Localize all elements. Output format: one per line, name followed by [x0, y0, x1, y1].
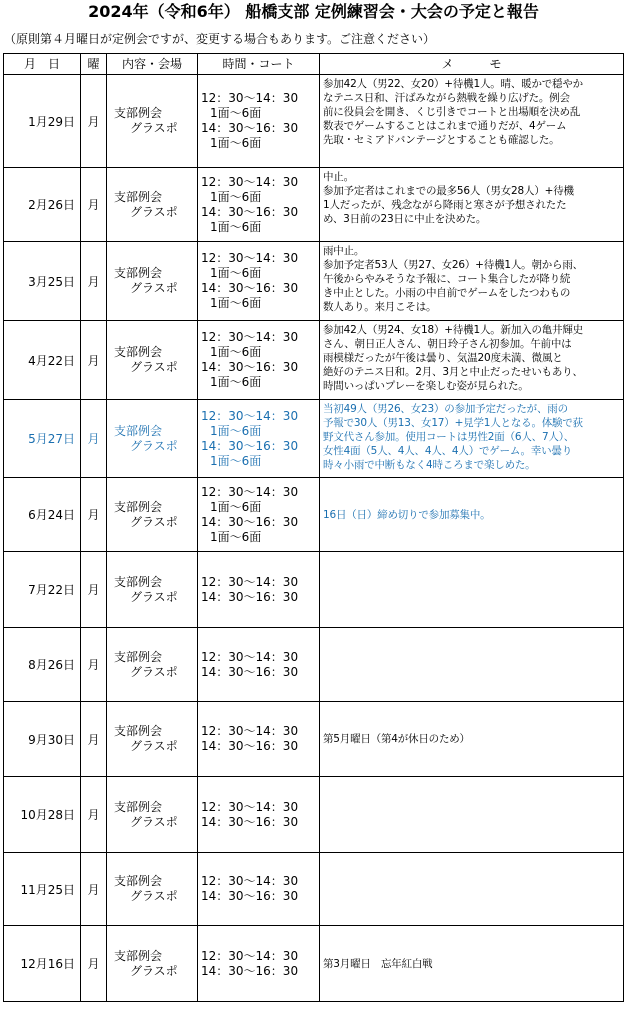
row-venue: [107, 75, 198, 168]
row-date: 5月27日: [4, 400, 81, 478]
time-range: 12：30～14：30: [201, 251, 299, 265]
table-row: [4, 168, 624, 242]
row-date: 3月25日: [4, 242, 81, 321]
memo-line: 予報で30人（男13、女17）+見学1人となる。体験で荻: [323, 417, 583, 429]
table-row: [4, 75, 624, 168]
table-row: [4, 777, 624, 853]
row-date: 1月29日: [4, 75, 81, 168]
memo-line: 女性4面（5人、4人、4人、4人）でゲーム。幸い曇り: [323, 445, 573, 457]
memo-line: 第3月曜日 忘年紅白戦: [323, 957, 433, 970]
venue-location: グラスポ: [130, 664, 178, 679]
memo-line: 参加42人（男24、女18）+待機1人。新加入の亀井輝史: [323, 324, 583, 336]
memo-line: 午後からやみそうな予報に、コート集合したが降り続: [323, 273, 571, 285]
row-day-of-week: 月: [81, 478, 107, 552]
memo-line: さん、朝日正人さん、朝日玲子さん初参加。午前中は: [323, 338, 572, 350]
time-range: 12：30～14：30: [201, 799, 299, 814]
row-memo: [320, 702, 624, 777]
memo-line: 第5月曜日（第4が休日のため）: [323, 733, 470, 745]
table-row: [4, 628, 624, 702]
row-venue: [107, 321, 198, 400]
court-range: 1面～6面: [210, 296, 262, 310]
row-time-court: [198, 853, 320, 926]
row-date: 2月26日: [4, 168, 81, 242]
row-venue: [107, 702, 198, 777]
memo-line: 数表でゲームすることはこれまで通りだが、4ゲーム: [323, 120, 567, 132]
row-time-court: [198, 628, 320, 702]
memo-line: 雨模様だったが午後は曇り、気温20度未満、微風と: [323, 352, 563, 364]
memo-line: め、3日前の23日に中止を決めた。: [323, 213, 487, 225]
time-range: 14：30～16：30: [201, 438, 299, 453]
memo-line: 1人だったが、残念ながら降雨と寒さが予想されたた: [323, 199, 567, 211]
time-range: 14：30～16：30: [201, 360, 299, 374]
page-subtitle: （原則第４月曜日が定例会ですが、変更する場合もあります。ご注意ください）: [4, 32, 436, 46]
row-day-of-week: 月: [81, 400, 107, 478]
memo-line: 数人あり。来月こそは。: [323, 301, 437, 313]
row-venue: [107, 168, 198, 242]
memo-line: 時々小雨で中断もなく4時ころまで楽しめた。: [323, 459, 536, 471]
row-time-court: [198, 400, 320, 478]
row-memo: [320, 926, 624, 1002]
memo-line: なテニス日和、汗ばみながら熱戦を繰り広げた。例会: [323, 92, 570, 104]
venue-location: グラスポ: [130, 514, 178, 529]
memo-line: 時間いっぱいプレーを楽しむ姿が見られた。: [323, 380, 529, 392]
row-memo: [320, 552, 624, 628]
row-time-court: [198, 168, 320, 242]
venue-location: グラスポ: [130, 963, 178, 978]
row-memo: [320, 853, 624, 926]
court-range: 1面～6面: [210, 375, 262, 389]
memo-line: 参加予定者53人（男27、女26）+待機1人。朝から雨、: [323, 259, 583, 271]
time-range: 12：30～14：30: [201, 649, 299, 664]
court-range: 1面～6面: [210, 136, 262, 150]
court-range: 1面～6面: [210, 106, 262, 120]
row-day-of-week: 月: [81, 552, 107, 628]
table-row: [4, 853, 624, 926]
row-memo: [320, 478, 624, 552]
time-range: 14：30～16：30: [201, 963, 299, 978]
time-range: 12：30～14：30: [201, 948, 299, 963]
row-time-court: [198, 926, 320, 1002]
row-venue: [107, 552, 198, 628]
time-range: 14：30～16：30: [201, 121, 299, 135]
memo-line: 前に役員会を開き、くじ引きでコートと出場順を決め乱: [323, 106, 581, 118]
venue-event: 支部例会: [114, 189, 163, 204]
venue-event: 支部例会: [114, 499, 163, 514]
time-range: 12：30～14：30: [201, 408, 299, 423]
venue-event: 支部例会: [114, 106, 163, 120]
time-range: 14：30～16：30: [201, 204, 299, 219]
court-range: 1面～6面: [210, 266, 262, 280]
memo-line: 参加42人（男22、女20）+待機1人。晴、暖かで穏やか: [323, 78, 583, 90]
row-date: 6月24日: [4, 478, 81, 552]
row-venue: [107, 853, 198, 926]
memo-line: 雨中止。: [323, 245, 365, 257]
table-row: [4, 926, 624, 1002]
header-dow: 曜: [81, 54, 107, 75]
memo-line: き中止とした。小雨の中自前でゲームをしたつわもの: [323, 287, 571, 299]
table-body: [4, 75, 624, 1002]
row-memo: [320, 400, 624, 478]
row-memo: [320, 242, 624, 321]
row-memo: [320, 777, 624, 853]
row-date: 4月22日: [4, 321, 81, 400]
court-range: 1面～6面: [210, 453, 262, 468]
memo-line: 先取・セミアドバンテージとすることも確認した。: [323, 134, 560, 146]
venue-location: グラスポ: [130, 281, 178, 295]
row-venue: [107, 628, 198, 702]
table-row: [4, 321, 624, 400]
court-range: 1面～6面: [210, 499, 262, 514]
schedule-table: [3, 53, 624, 1002]
time-range: 14：30～16：30: [201, 889, 299, 903]
court-range: 1面～6面: [210, 219, 262, 234]
row-day-of-week: 月: [81, 702, 107, 777]
row-memo: [320, 168, 624, 242]
table-row: [4, 478, 624, 552]
memo-line: 絶好のテニス日和。2月、3月と中止だったせいもあり、: [323, 366, 583, 378]
row-day-of-week: 月: [81, 75, 107, 168]
time-range: 14：30～16：30: [201, 589, 299, 604]
memo-line: 当初49人（男26、女23）の参加予定だったが、雨の: [323, 403, 568, 415]
time-range: 14：30～16：30: [201, 814, 299, 829]
time-range: 12：30～14：30: [201, 484, 299, 499]
venue-location: グラスポ: [130, 121, 178, 135]
row-venue: [107, 242, 198, 321]
table-row: [4, 552, 624, 628]
row-venue: [107, 478, 198, 552]
court-range: 1面～6面: [210, 423, 262, 438]
venue-location: グラスポ: [130, 814, 178, 829]
memo-line: 中止。: [323, 171, 354, 183]
time-range: 14：30～16：30: [201, 664, 299, 679]
row-date: 9月30日: [4, 702, 81, 777]
time-range: 14：30～16：30: [201, 739, 299, 753]
time-range: 12：30～14：30: [201, 574, 299, 589]
row-venue: [107, 926, 198, 1002]
venue-event: 支部例会: [114, 266, 163, 280]
row-day-of-week: 月: [81, 926, 107, 1002]
row-date: 12月16日: [4, 926, 81, 1002]
venue-event: 支部例会: [114, 948, 163, 963]
venue-event: 支部例会: [114, 649, 163, 664]
row-memo: [320, 321, 624, 400]
court-range: 1面～6面: [210, 345, 262, 359]
header-date: 月 日: [4, 54, 81, 75]
row-date: 8月26日: [4, 628, 81, 702]
table-row: [4, 400, 624, 478]
venue-location: グラスポ: [130, 204, 178, 219]
header-time: 時間・コート: [198, 54, 320, 75]
header-memo: メ モ: [320, 54, 624, 75]
row-day-of-week: 月: [81, 242, 107, 321]
memo-line: 野文代さん参加。使用コートは男性2面（6人、7人）、: [323, 431, 575, 443]
venue-location: グラスポ: [130, 889, 178, 903]
row-time-court: [198, 552, 320, 628]
row-day-of-week: 月: [81, 853, 107, 926]
venue-event: 支部例会: [114, 724, 163, 738]
page-title: 2024年（令和6年） 船橋支部 定例練習会・大会の予定と報告: [88, 2, 539, 21]
row-day-of-week: 月: [81, 168, 107, 242]
time-range: 12：30～14：30: [201, 174, 299, 189]
row-time-court: [198, 478, 320, 552]
table-header-row: [4, 54, 624, 75]
venue-location: グラスポ: [130, 438, 178, 453]
venue-location: グラスポ: [130, 360, 178, 374]
row-date: 7月22日: [4, 552, 81, 628]
row-date: 10月28日: [4, 777, 81, 853]
row-day-of-week: 月: [81, 777, 107, 853]
table-row: [4, 242, 624, 321]
memo-line: 参加予定者はこれまでの最多56人（男女28人）+待機: [323, 185, 574, 197]
row-time-court: [198, 777, 320, 853]
time-range: 14：30～16：30: [201, 514, 299, 529]
row-memo: [320, 628, 624, 702]
venue-event: 支部例会: [114, 799, 163, 814]
venue-location: グラスポ: [130, 739, 178, 753]
row-time-court: [198, 242, 320, 321]
time-range: 12：30～14：30: [201, 874, 299, 888]
venue-event: 支部例会: [114, 345, 163, 359]
venue-event: 支部例会: [114, 574, 163, 589]
row-time-court: [198, 702, 320, 777]
venue-event: 支部例会: [114, 874, 163, 888]
venue-location: グラスポ: [130, 589, 178, 604]
time-range: 12：30～14：30: [201, 724, 299, 738]
time-range: 12：30～14：30: [201, 91, 299, 105]
row-day-of-week: 月: [81, 628, 107, 702]
row-date: 11月25日: [4, 853, 81, 926]
court-range: 1面～6面: [210, 529, 262, 544]
court-range: 1面～6面: [210, 189, 262, 204]
table-row: [4, 702, 624, 777]
row-day-of-week: 月: [81, 321, 107, 400]
row-venue: [107, 400, 198, 478]
header-venue: 内容・会場: [107, 54, 198, 75]
row-time-court: [198, 321, 320, 400]
row-venue: [107, 777, 198, 853]
row-time-court: [198, 75, 320, 168]
time-range: 14：30～16：30: [201, 281, 299, 295]
venue-event: 支部例会: [114, 423, 163, 438]
memo-line: 16日（日）締め切りで参加募集中。: [323, 508, 491, 521]
row-memo: [320, 75, 624, 168]
time-range: 12：30～14：30: [201, 330, 299, 344]
